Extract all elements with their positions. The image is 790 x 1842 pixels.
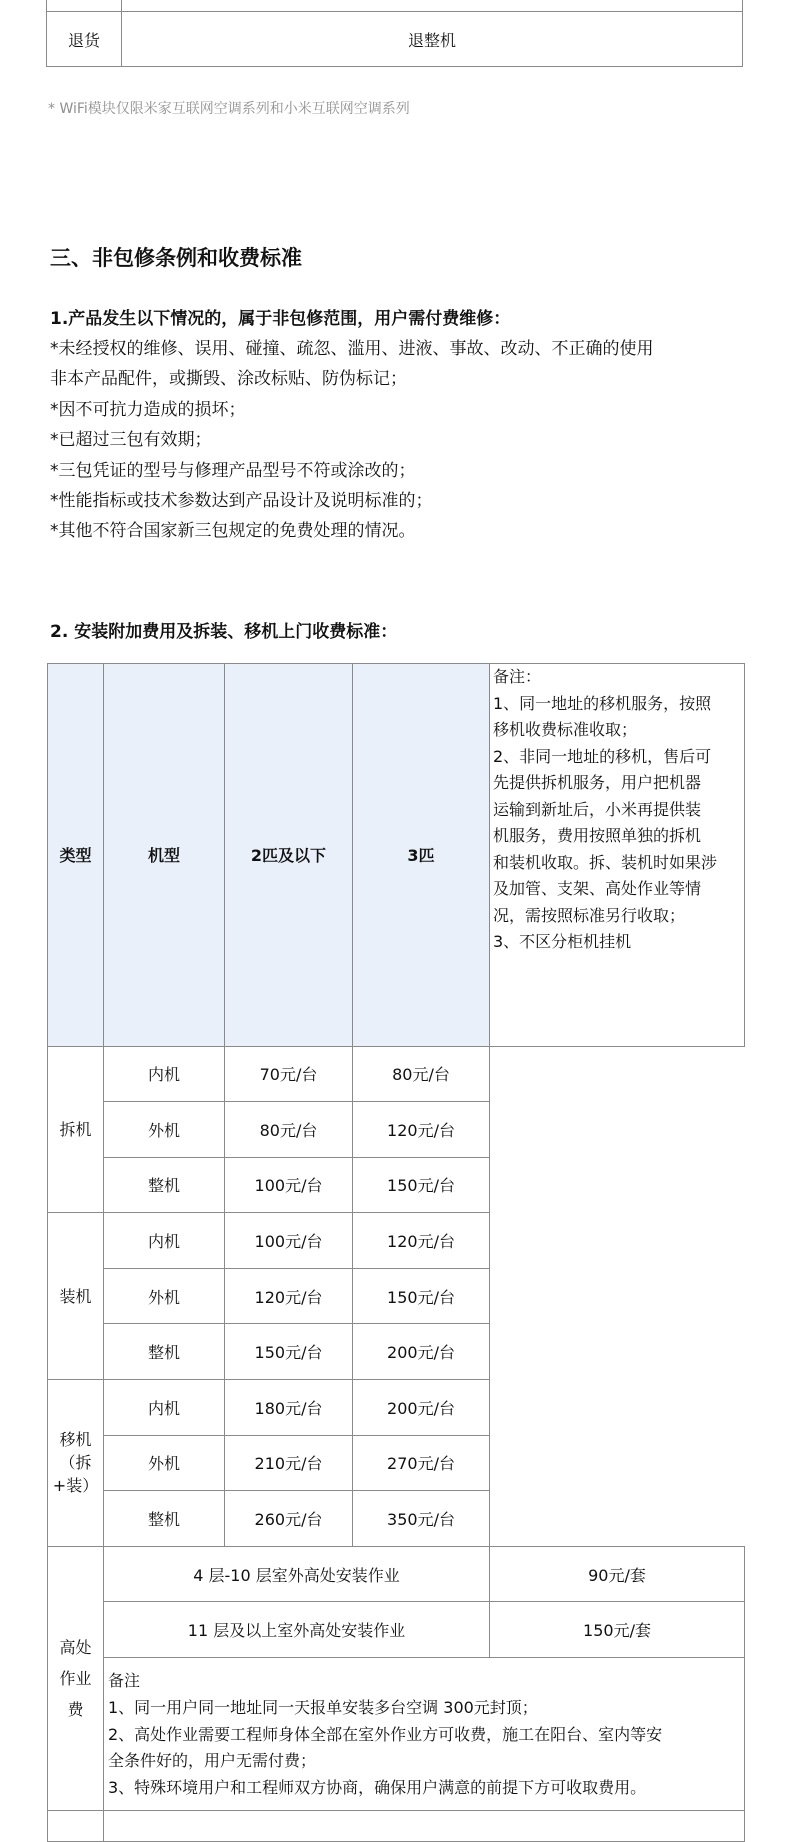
table-row: [48, 1102, 745, 1158]
table-row: [48, 1213, 745, 1269]
header-model: 机型: [104, 664, 225, 1047]
header-large: 3匹: [353, 664, 490, 1047]
type-label-install: 装机: [48, 1213, 104, 1380]
header-small: 2匹及以下: [225, 664, 353, 1047]
remark-line: 1、同一地址的移机服务，按照: [493, 693, 712, 713]
list-item: *未经授权的维修、误用、碰撞、疏忽、滥用、进液、事故、改动、不正确的使用: [50, 339, 654, 359]
table-cell: [122, 0, 743, 12]
note-line: 3、特殊环境用户和工程师双方协商，确保用户满意的前提下方可收取费用。: [108, 1778, 647, 1798]
note-line: 2、高处作业需要工程师身体全部在室外作业方可收费，施工在阳台、室内等安: [108, 1724, 663, 1744]
remark-line: 况，需按照标准另行收取；: [493, 905, 686, 925]
remark-line: 和装机收取。拆、装机时如果涉: [493, 852, 718, 872]
price-cell: 150元/台: [353, 1268, 490, 1324]
return-value: 退整机: [122, 12, 743, 67]
return-table: [46, 0, 743, 67]
remark-line: 先提供拆机服务，用户把机器: [493, 773, 702, 792]
model-cell: 外机: [104, 1268, 225, 1324]
note-line: 备注: [108, 1671, 141, 1691]
high-work-desc: 11 层及以上室外高处安装作业: [104, 1602, 490, 1658]
sub-heading-exclusions: 1.产品发生以下情况的，属于非包修范围，用户需付费维修：: [50, 309, 511, 329]
type-label-line: （拆: [59, 1453, 92, 1473]
remark-cell: [490, 664, 745, 1047]
price-cell: 270元/台: [353, 1435, 490, 1491]
table-cell: [104, 1811, 745, 1842]
price-cell: 200元/台: [353, 1324, 490, 1380]
high-work-price: 150元/套: [490, 1602, 745, 1658]
price-cell: 80元/台: [225, 1102, 353, 1158]
table-cell: [47, 0, 122, 12]
model-cell: 整机: [104, 1324, 225, 1380]
table-row: [48, 1268, 745, 1324]
table-cell: [48, 1811, 104, 1842]
price-cell: 100元/台: [225, 1213, 353, 1269]
note-line: 全条件好的，用户无需付费；: [108, 1751, 317, 1771]
remark-line: 运输到新址后，小米再提供装: [493, 799, 702, 819]
model-cell: 内机: [104, 1380, 225, 1436]
remark-line: 3、不区分柜机挂机: [493, 932, 632, 951]
high-work-price: 90元/套: [490, 1546, 745, 1602]
table-row: [48, 1324, 745, 1380]
note-line: 1、同一用户同一地址同一天报单安装多台空调 300元封顶；: [108, 1697, 538, 1717]
table-row: [48, 1602, 745, 1658]
remark-line: 机服务，费用按照单独的拆机: [493, 826, 702, 845]
price-cell: 120元/台: [353, 1102, 490, 1158]
price-cell: 120元/台: [353, 1213, 490, 1269]
table-row: [48, 1546, 745, 1602]
model-cell: 整机: [104, 1491, 225, 1547]
model-cell: 内机: [104, 1046, 225, 1102]
section-title: 三、非包修条例和收费标准: [50, 246, 302, 270]
price-cell: 350元/台: [353, 1491, 490, 1547]
table-row: [48, 1811, 745, 1842]
list-item: *因不可抗力造成的损坏；: [50, 399, 246, 420]
type-label-line: 高处: [59, 1637, 92, 1657]
price-cell: 210元/台: [225, 1435, 353, 1491]
high-work-note: [104, 1658, 745, 1811]
remark-line: 及加管、支架、高处作业等情: [493, 879, 702, 898]
return-label: 退货: [47, 12, 122, 67]
model-cell: 外机: [104, 1102, 225, 1158]
type-label-line: +装）: [52, 1476, 99, 1496]
list-item: *其他不符合国家新三包规定的免费处理的情况。: [50, 521, 416, 542]
type-label-high-work: [48, 1546, 104, 1810]
table-row: [48, 1491, 745, 1547]
high-work-desc: 4 层-10 层室外高处安装作业: [104, 1546, 490, 1602]
price-cell: 70元/台: [225, 1046, 353, 1102]
price-cell: 80元/台: [353, 1046, 490, 1102]
table-row: [47, 0, 743, 12]
list-item: 非本产品配件，或撕毁、涂改标贴、防伪标记；: [50, 369, 407, 390]
fee-table: [47, 663, 745, 1842]
model-cell: 整机: [104, 1157, 225, 1213]
table-row: [48, 1435, 745, 1491]
wifi-footnote: * WiFi模块仅限米家互联网空调系列和小米互联网空调系列: [48, 101, 410, 117]
price-cell: 180元/台: [225, 1380, 353, 1436]
header-type: 类型: [48, 664, 104, 1047]
sub-heading-fees: 2. 安装附加费用及拆装、移机上门收费标准：: [50, 622, 398, 642]
price-cell: 200元/台: [353, 1380, 490, 1436]
price-cell: 100元/台: [225, 1157, 353, 1213]
type-label-relocate: [48, 1380, 104, 1547]
list-item: *已超过三包有效期；: [50, 430, 212, 451]
remark-line: 备注：: [493, 667, 542, 686]
model-cell: 内机: [104, 1213, 225, 1269]
table-row: [48, 1157, 745, 1213]
table-row: [47, 12, 743, 67]
remark-line: 移机收费标准收取；: [493, 720, 638, 739]
model-cell: 外机: [104, 1435, 225, 1491]
price-cell: 150元/台: [225, 1324, 353, 1380]
type-label-line: 移机: [59, 1430, 92, 1450]
table-row: [48, 1658, 745, 1811]
price-cell: 260元/台: [225, 1491, 353, 1547]
table-row: [48, 1380, 745, 1436]
type-label-dismantle: 拆机: [48, 1046, 104, 1213]
table-row: [48, 1046, 745, 1102]
type-label-line: 作业: [59, 1668, 92, 1688]
list-item: *三包凭证的型号与修理产品型号不符或涂改的；: [50, 460, 416, 481]
price-cell: 150元/台: [353, 1157, 490, 1213]
remark-line: 2、非同一地址的移机，售后可: [493, 746, 712, 766]
exclusion-list: [50, 334, 654, 547]
list-item: *性能指标或技术参数达到产品设计及说明标准的；: [50, 491, 433, 512]
price-cell: 120元/台: [225, 1268, 353, 1324]
table-header-row: [48, 664, 745, 1047]
type-label-line: 费: [67, 1699, 84, 1719]
